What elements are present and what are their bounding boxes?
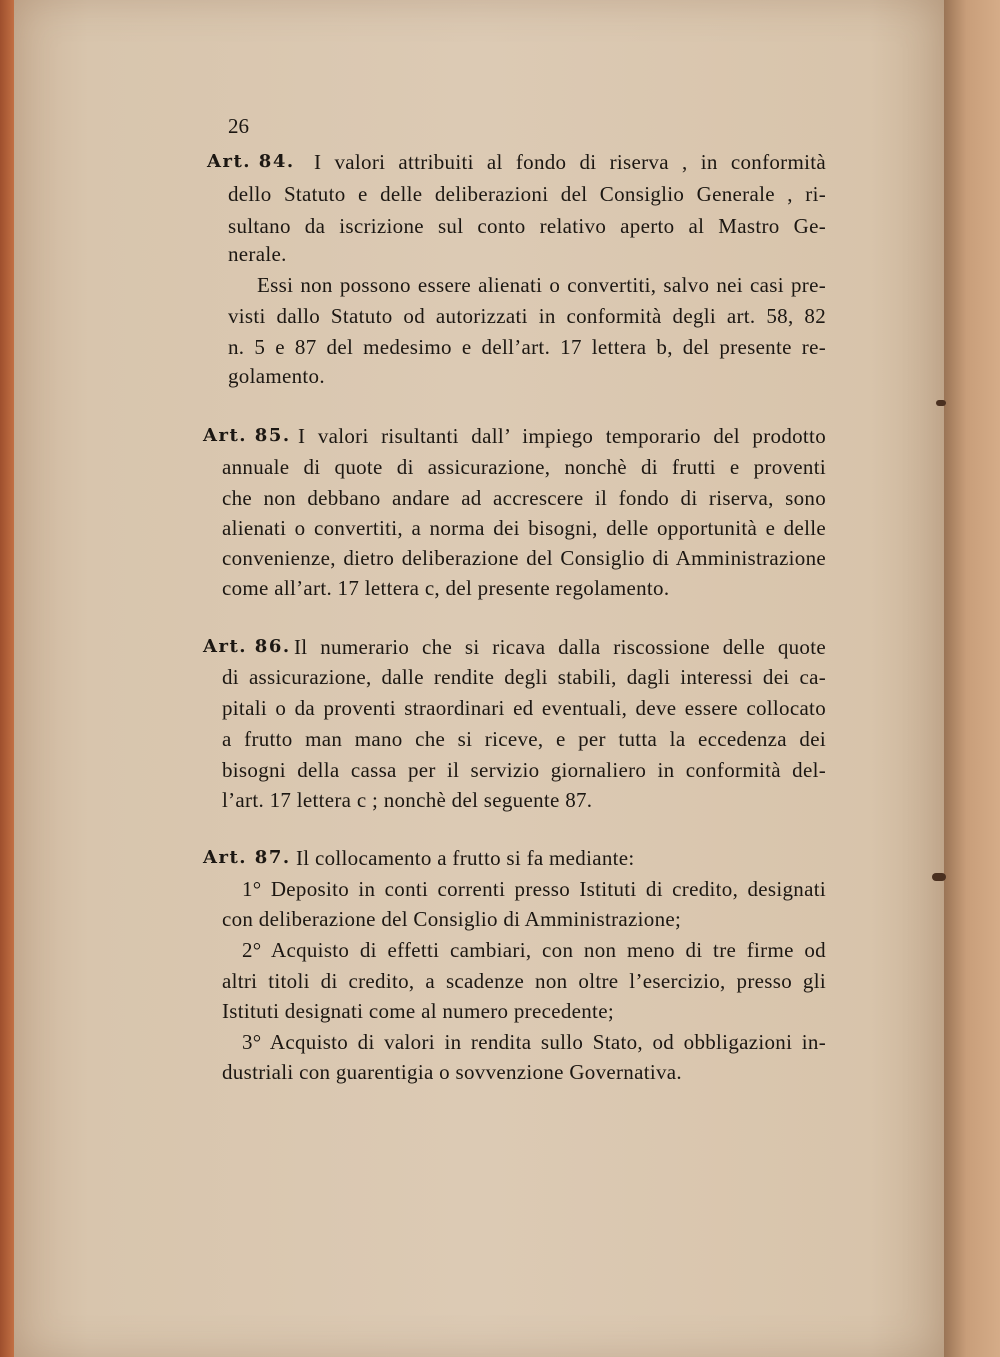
text-line: I valori risultanti dall’ impiego temporario del prodotto <box>298 424 826 448</box>
text-line: dello Statuto e delle deliberazioni del Consiglio Generale , ri- <box>228 182 826 206</box>
text-line: Il numerario che si ricava dalla riscossione delle quote <box>294 635 826 659</box>
text-line: I valori attribuiti al fondo di riserva , in conformità <box>314 150 826 174</box>
text-line: annuale di quote di assicurazione, nonchè di frutti e proventi <box>222 455 826 479</box>
article-label: Art. 87. <box>203 847 291 868</box>
text-line: alienati o convertiti, a norma dei bisogni, delle opportunità e delle <box>222 516 826 540</box>
text-line: sultano da iscrizione sul conto relativo aperto al Mastro Ge- <box>228 214 826 238</box>
text-line: convenienze, dietro deliberazione del Consiglio di Amministrazione <box>222 546 826 570</box>
article-label: Art. 85. <box>203 425 291 446</box>
text-line: di assicurazione, dalle rendite degli stabili, dagli interessi dei ca- <box>222 665 826 689</box>
text-line: altri titoli di credito, a scadenze non oltre l’esercizio, presso gli <box>222 969 826 993</box>
text-line: nerale. <box>228 242 287 266</box>
article-label: Art. 86. <box>203 636 291 657</box>
text-line: come all’art. 17 lettera c, del presente regolamento. <box>222 576 670 600</box>
text-line: 2° Acquisto di effetti cambiari, con non meno di tre firme od <box>242 938 826 962</box>
text-line: con deliberazione del Consiglio di Amministrazione; <box>222 907 682 931</box>
text-line: che non debbano andare ad accrescere il fondo di riserva, sono <box>222 486 826 510</box>
page-number: 26 <box>228 114 249 138</box>
text-line: bisogni della cassa per il servizio giornaliero in conformità del- <box>222 758 826 782</box>
text-line: a frutto man mano che si riceve, e per tutta la eccedenza dei <box>222 727 826 751</box>
text-line: Istituti designati come al numero precedente; <box>222 999 614 1023</box>
article-label: Art. 84. <box>207 151 295 172</box>
text-line: 3° Acquisto di valori in rendita sullo Stato, od obbligazioni in- <box>242 1030 826 1054</box>
text-line: Il collocamento a frutto si fa mediante: <box>296 846 635 870</box>
text-line: golamento. <box>228 364 325 388</box>
text-line: dustriali con guarentigia o sovvenzione Governativa. <box>222 1060 682 1084</box>
text-line: l’art. 17 lettera c ; nonchè del seguente 87. <box>222 788 593 812</box>
text-line: visti dallo Statuto od autorizzati in conformità degli art. 58, 82 <box>228 304 826 328</box>
text-line: 1° Deposito in conti correnti presso Istituti di credito, designati <box>242 877 826 901</box>
text-line: pitali o da proventi straordinari ed eventuali, deve essere collocato <box>222 696 826 720</box>
text-line: n. 5 e 87 del medesimo e dell’art. 17 lettera b, del presente re- <box>228 335 826 359</box>
text-line: Essi non possono essere alienati o convertiti, salvo nei casi pre- <box>257 273 826 297</box>
